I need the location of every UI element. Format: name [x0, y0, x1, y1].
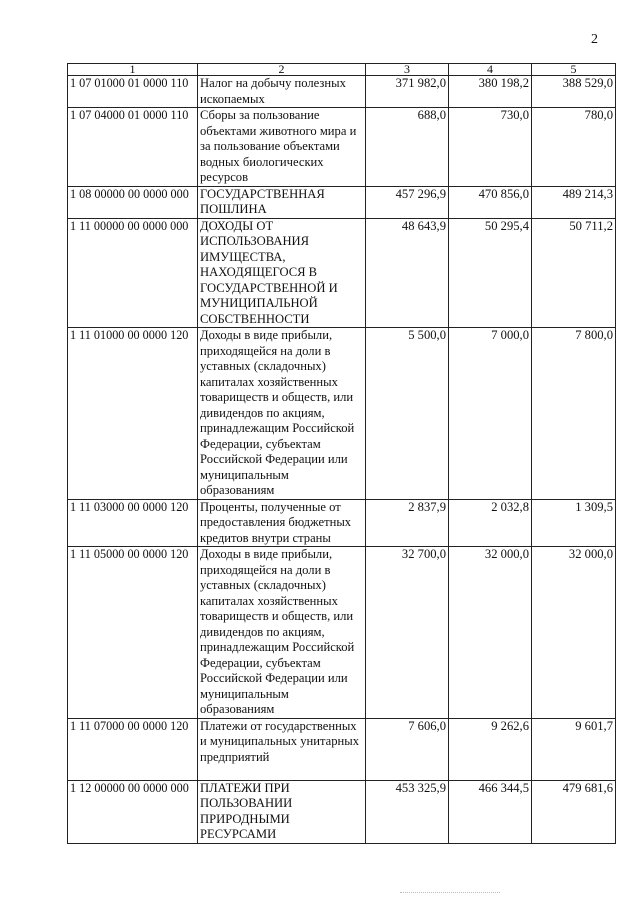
column-header-5: 5	[532, 64, 616, 76]
table-row	[68, 547, 616, 719]
value-col3-cell: 371 982,0	[366, 76, 449, 108]
value-col3-cell: 5 500,0	[366, 328, 449, 500]
value-col3-cell: 7 606,0	[366, 718, 449, 780]
table-row	[68, 328, 616, 500]
value-col4-cell: 50 295,4	[449, 218, 532, 328]
table-row	[68, 780, 616, 843]
table-row	[68, 76, 616, 108]
table-row	[68, 108, 616, 187]
revenue-name-cell: ПЛАТЕЖИ ПРИ ПОЛЬЗОВАНИИ ПРИРОДНЫМИ РЕСУРСАМИ	[198, 780, 366, 843]
value-col5-cell: 388 529,0	[532, 76, 616, 108]
value-col5-cell: 32 000,0	[532, 547, 616, 719]
value-col4-cell: 380 198,2	[449, 76, 532, 108]
column-header-2: 2	[198, 64, 366, 76]
value-col5-cell: 7 800,0	[532, 328, 616, 500]
revenue-name-cell: Сборы за пользование объектами животного мира и за пользование объектами водных биологических ресурсов	[198, 108, 366, 187]
revenue-name-cell: Доходы в виде прибыли, приходящейся на доли в уставных (складочных) капиталах хозяйственных товариществ и обществ, или дивидендов по акциям, принадлежащим Российской Федерации, субъектам Российской Федерации или муниципальным образованиям	[198, 328, 366, 500]
budget-code-cell: 1 11 03000 00 0000 120	[68, 499, 198, 547]
revenue-name-cell: ДОХОДЫ ОТ ИСПОЛЬЗОВАНИЯ ИМУЩЕСТВА, НАХОДЯЩЕГОСЯ В ГОСУДАРСТВЕННОЙ И МУНИЦИПАЛЬНОЙ СОБСТВЕННОСТИ	[198, 218, 366, 328]
value-col3-cell: 32 700,0	[366, 547, 449, 719]
value-col4-cell: 466 344,5	[449, 780, 532, 843]
table-row	[68, 186, 616, 218]
revenue-name-cell: Налог на добычу полезных ископаемых	[198, 76, 366, 108]
value-col5-cell: 780,0	[532, 108, 616, 187]
table-header-row	[68, 64, 616, 76]
budget-code-cell: 1 11 01000 00 0000 120	[68, 328, 198, 500]
column-header-1: 1	[68, 64, 198, 76]
revenue-name-cell: Проценты, полученные от предоставления бюджетных кредитов внутри страны	[198, 499, 366, 547]
value-col4-cell: 2 032,8	[449, 499, 532, 547]
value-col5-cell: 9 601,7	[532, 718, 616, 780]
scan-artifact	[400, 892, 500, 895]
value-col3-cell: 48 643,9	[366, 218, 449, 328]
table-row	[68, 718, 616, 780]
column-header-3: 3	[366, 64, 449, 76]
budget-code-cell: 1 11 05000 00 0000 120	[68, 547, 198, 719]
value-col5-cell: 50 711,2	[532, 218, 616, 328]
revenue-name-cell: Платежи от государственных и муниципальных унитарных предприятий	[198, 718, 366, 780]
value-col5-cell: 479 681,6	[532, 780, 616, 843]
budget-code-cell: 1 08 00000 00 0000 000	[68, 186, 198, 218]
value-col3-cell: 457 296,9	[366, 186, 449, 218]
revenue-name-cell: ГОСУДАРСТВЕННАЯ ПОШЛИНА	[198, 186, 366, 218]
value-col3-cell: 2 837,9	[366, 499, 449, 547]
value-col5-cell: 1 309,5	[532, 499, 616, 547]
table-row	[68, 218, 616, 328]
value-col3-cell: 688,0	[366, 108, 449, 187]
revenue-table	[67, 63, 616, 844]
value-col3-cell: 453 325,9	[366, 780, 449, 843]
value-col4-cell: 470 856,0	[449, 186, 532, 218]
page-number: 2	[591, 32, 598, 47]
budget-code-cell: 1 07 01000 01 0000 110	[68, 76, 198, 108]
budget-code-cell: 1 12 00000 00 0000 000	[68, 780, 198, 843]
value-col4-cell: 32 000,0	[449, 547, 532, 719]
table-row	[68, 499, 616, 547]
value-col4-cell: 730,0	[449, 108, 532, 187]
value-col4-cell: 9 262,6	[449, 718, 532, 780]
budget-code-cell: 1 11 00000 00 0000 000	[68, 218, 198, 328]
revenue-name-cell: Доходы в виде прибыли, приходящейся на доли в уставных (складочных) капиталах хозяйственных товариществ и обществ, или дивидендов по акциям, принадлежащим Российской Федерации, субъектам Российской Федерации или муниципальным образованиям	[198, 547, 366, 719]
budget-code-cell: 1 07 04000 01 0000 110	[68, 108, 198, 187]
value-col5-cell: 489 214,3	[532, 186, 616, 218]
column-header-4: 4	[449, 64, 532, 76]
budget-code-cell: 1 11 07000 00 0000 120	[68, 718, 198, 780]
value-col4-cell: 7 000,0	[449, 328, 532, 500]
